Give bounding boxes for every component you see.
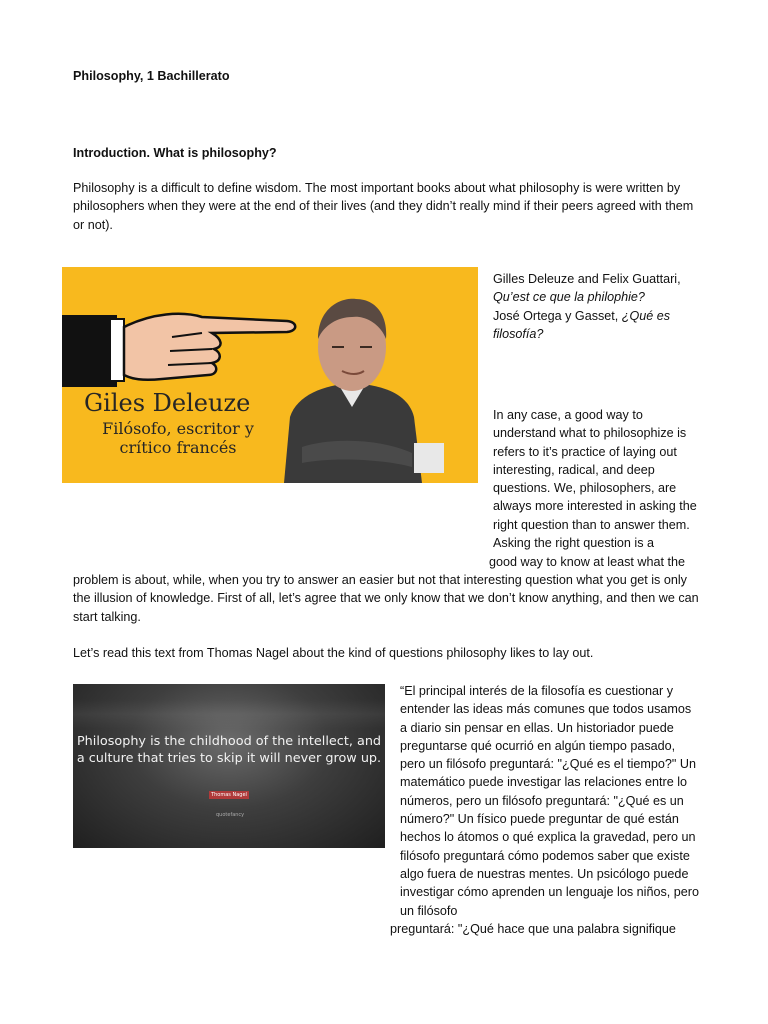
paragraph-continuation: problem is about, while, when you try to answer an easier but not that interesting question what you get is only the illusion of knowledge. First of all, let’s agree that we only know that we don’t know anything, and then we can start talking.	[73, 573, 699, 624]
book-references	[493, 270, 703, 343]
deleuze-name: Giles Deleuze	[84, 389, 251, 417]
quote-image-text: Philosophy is the childhood of the intellect, and a culture that tries to skip it will never grow up.	[76, 734, 382, 766]
deleuze-subtitle-line2: crítico francés	[119, 438, 237, 457]
deleuze-subtitle	[78, 419, 278, 457]
quote-author-badge: Thomas Nagel	[209, 791, 249, 799]
document-title: Philosophy, 1 Bachillerato	[73, 69, 230, 83]
nagel-quote-last-line: preguntará: "¿Qué hace que una palabra signifique	[390, 922, 676, 936]
quote-image	[73, 684, 385, 848]
intro-paragraph: Philosophy is a difficult to define wisdom. The most important books about what philosophy is were written by philosophers when they were at the end of their lives (and they didn’t really mind if their peers agreed with them or not).	[73, 181, 694, 232]
paragraph-wrap-b: good way to know at least what the	[489, 555, 686, 569]
deleuze-image	[62, 267, 478, 483]
nagel-quote: “El principal interés de la filosofía es cuestionar y entender las ideas más comunes que todos usamos a diario sin pensar en ellas. Un historiador puede preguntarse qué ocurrió en algún tiempo pasado, pero un filósofo preguntará: "¿Qué es el tiempo?" Un matemático puede investigar las relaciones entre lo números, pero un filósofo preguntará: "¿Qué es un número?" Un físico puede preguntar de qué están hechos lo átomos o qué explica la gravedad, pero un filósofo preguntará cómo podemos saber que existe algo fuera de nuestras mentes. Un psicólogo puede investigar cómo aprenden un lenguaje los niños, pero un filósofo	[400, 684, 699, 918]
ref-book-2: ¿Qué es filosofía?	[493, 308, 671, 341]
ref-authors-1: Gilles Deleuze and Felix Guattari,	[493, 272, 681, 286]
ref-author-2: José Ortega y Gasset,	[493, 308, 622, 323]
section-heading: Introduction. What is philosophy?	[73, 146, 277, 160]
quote-logo: quotefancy	[216, 812, 245, 818]
mist-layer	[73, 699, 385, 729]
ref-book-1: Qu’est ce que la philophie?	[493, 290, 645, 305]
deleuze-subtitle-line1: Filósofo, escritor y	[102, 419, 254, 438]
paragraph-wrap-a: In any case, a good way to understand what to philosophize is refers to it’s practice of laying out interesting, radical, and deep questions. We, philosophers, are always more interested in asking the right question than to answer them. Asking the right question is a	[493, 408, 697, 551]
nagel-intro-paragraph: Let’s read this text from Thomas Nagel about the kind of questions philosophy likes to lay out.	[73, 646, 594, 660]
